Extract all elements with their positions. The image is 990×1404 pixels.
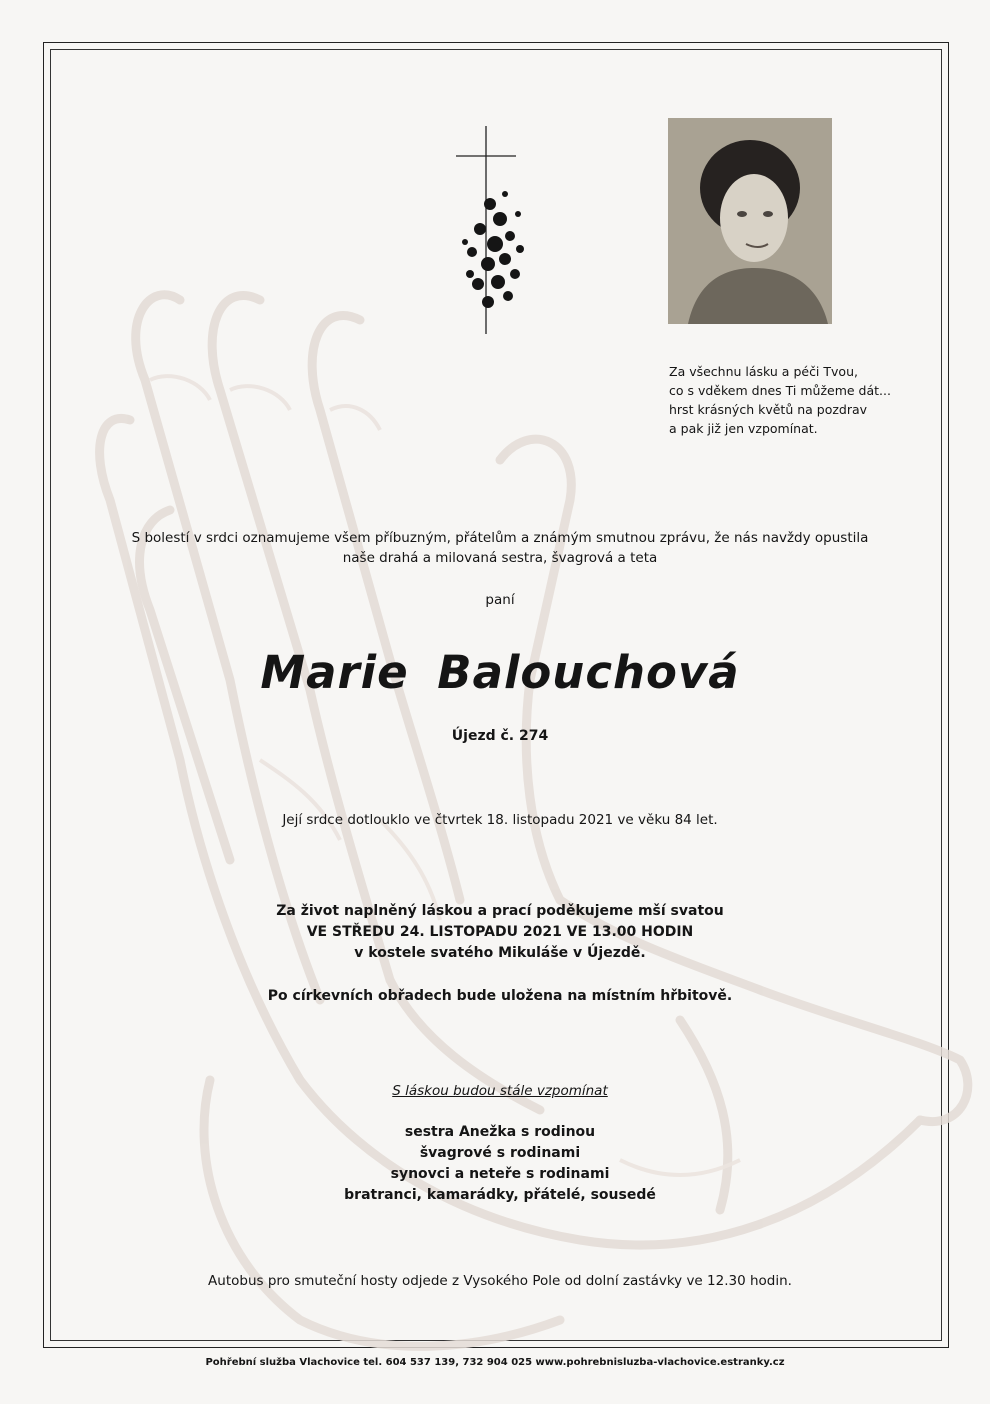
funeral-line-3: v kostele svatého Mikuláše v Újezdě. xyxy=(354,945,646,961)
title-pani: paní xyxy=(485,592,515,608)
funeral-service-footer: Pohřební služba Vlachovice tel. 604 537 139, 732 904 025 www.pohrebnisluzba-vlachovice.estranky.cz xyxy=(205,1357,785,1368)
funeral-line-1: Za život naplněný láskou a prací poděkujeme mší svatou xyxy=(276,903,724,919)
funeral-line-2: VE STŘEDU 24. LISTOPADU 2021 VE 13.00 HODIN xyxy=(306,924,694,940)
burial-notice: Po církevních obřadech bude uložena na místním hřbitově. xyxy=(267,988,733,1004)
death-notice: Její srdce dotlouklo ve čtvrtek 18. listopadu 2021 ve věku 84 let. xyxy=(282,812,718,828)
bus-notice: Autobus pro smuteční hosty odjede z Vysokého Pole od dolní zastávky ve 12.30 hodin. xyxy=(208,1273,792,1289)
deceased-address: Újezd č. 274 xyxy=(451,728,549,744)
mourner-line: sestra Anežka s rodinou xyxy=(404,1124,596,1140)
mourner-line: bratranci, kamarádky, přátelé, sousedé xyxy=(344,1187,656,1203)
mourners-intro: S láskou budou stále vzpomínat xyxy=(392,1083,608,1099)
mourner-line: synovci a neteře s rodinami xyxy=(390,1166,610,1182)
deceased-name: Marie Balouchová xyxy=(260,646,740,699)
poem-line: hrst krásných květů na pozdrav xyxy=(669,402,868,417)
mourner-line: švagrové s rodinami xyxy=(419,1145,581,1161)
poem xyxy=(669,362,929,438)
cross-with-flowers-icon xyxy=(450,124,550,336)
announcement-line-2: naše drahá a milovaná sestra, švagrová a teta xyxy=(342,550,658,566)
poem-line: co s vděkem dnes Ti můžeme dát... xyxy=(669,383,891,398)
portrait-photo xyxy=(668,118,832,324)
poem-line: Za všechnu lásku a péči Tvou, xyxy=(669,364,858,379)
announcement-line-1: S bolestí v srdci oznamujeme všem příbuzným, přátelům a známým smutnou zprávu, že nás navždy opustila xyxy=(131,530,869,546)
poem-line: a pak již jen vzpomínat. xyxy=(669,421,818,436)
